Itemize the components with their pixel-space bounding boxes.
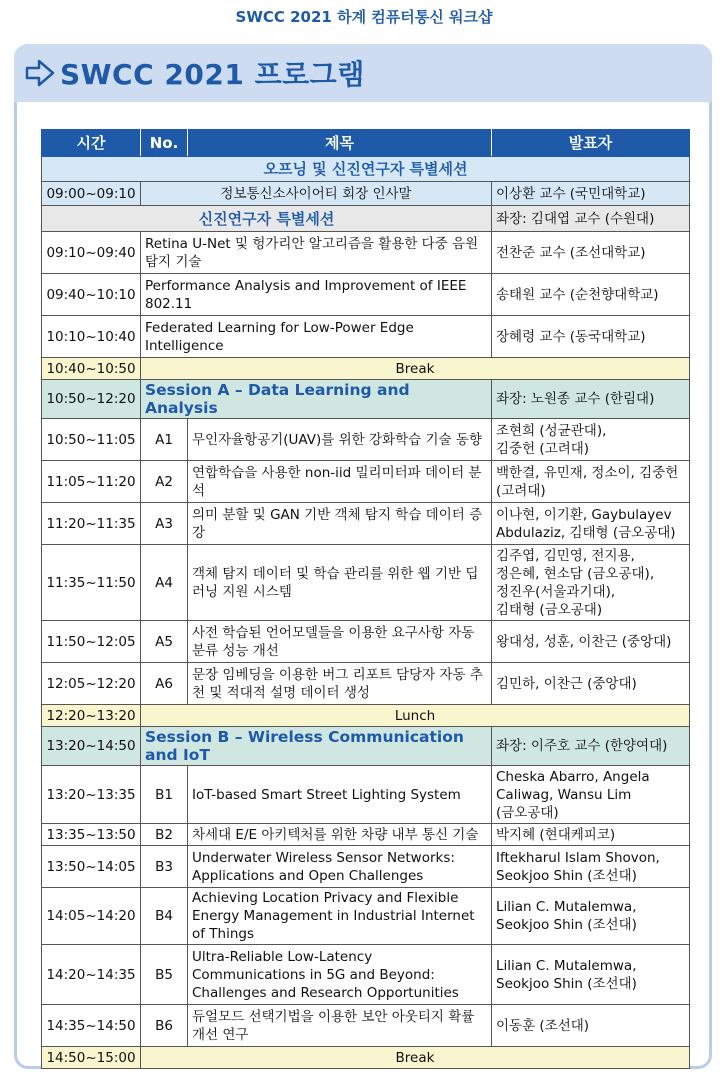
lunch-label: Lunch: [141, 705, 690, 727]
opening-section-row: [42, 157, 690, 182]
presenter-cell: 이동훈 (조선대): [492, 1005, 690, 1047]
time-cell: 12:05~12:20: [42, 663, 141, 705]
chair-cell: 좌장: 노원종 교수 (한림대): [492, 380, 690, 419]
time-cell: 10:40~10:50: [42, 358, 141, 380]
table-row: [42, 316, 690, 358]
break-row: [42, 358, 690, 380]
time-cell: 13:50~14:05: [42, 846, 141, 888]
col-time-header: 시간: [42, 130, 141, 157]
presenter-line: Seokjoo Shin (조선대): [496, 917, 637, 933]
presenter-cell: 왕대성, 성훈, 이찬근 (중앙대): [492, 621, 690, 663]
table-row: [42, 274, 690, 316]
table-row: [42, 503, 690, 545]
no-cell: B5: [141, 945, 188, 1005]
session-b-row: [42, 727, 690, 766]
time-cell: 13:35~13:50: [42, 824, 141, 846]
session-a-row: [42, 380, 690, 419]
presenter-line: Caliwag, Wansu Lim: [496, 786, 632, 803]
opening-heading: 오프닝 및 신진연구자 특별세션: [42, 157, 690, 182]
title-cell: 듀얼모드 선택기법을 이용한 보안 아웃티지 확률 개선 연구: [188, 1005, 492, 1047]
presenter-line: Lilian C. Mutalemwa,: [496, 899, 637, 915]
no-cell: A1: [141, 419, 188, 461]
table-row: [42, 824, 690, 846]
no-cell: A3: [141, 503, 188, 545]
col-title-header: 제목: [188, 130, 492, 157]
table-row: [42, 545, 690, 621]
presenter-line: Iftekharul Islam Shovon,: [496, 849, 660, 866]
presenter-cell: 장혜령 교수 (동국대학교): [492, 316, 690, 358]
title-cell: 의미 분할 및 GAN 기반 객체 탐지 학습 데이터 증강: [188, 503, 492, 545]
time-cell: 10:10~10:40: [42, 316, 141, 358]
table-row: [42, 461, 690, 503]
table-row: [42, 663, 690, 705]
no-cell: A5: [141, 621, 188, 663]
no-cell: A6: [141, 663, 188, 705]
time-cell: 09:00~09:10: [42, 182, 141, 206]
time-cell: 11:05~11:20: [42, 461, 141, 503]
presenter-line: Seokjoo Shin (조선대): [496, 867, 637, 884]
table-row: [42, 945, 690, 1005]
time-cell: 14:05~14:20: [42, 888, 141, 945]
newres-heading: 신진연구자 특별세션: [42, 206, 492, 232]
time-cell: 11:20~11:35: [42, 503, 141, 545]
presenter-cell: 이상환 교수 (국민대학교): [492, 182, 690, 206]
presenter-cell: [492, 419, 690, 461]
no-cell: B1: [141, 766, 188, 824]
presenter-line: Cheska Abarro, Angela: [496, 768, 650, 785]
presenter-line: Lilian C. Mutalemwa,: [496, 957, 637, 974]
no-cell: B2: [141, 824, 188, 846]
presenter-line: Seokjoo Shin (조선대): [496, 975, 637, 992]
title-cell: 객체 탐지 데이터 및 학습 관리를 위한 웹 기반 딥러닝 지원 시스템: [188, 545, 492, 621]
time-cell: 14:20~14:35: [42, 945, 141, 1005]
no-cell: B3: [141, 846, 188, 888]
break-label: Break: [141, 1047, 690, 1069]
table-row: [42, 621, 690, 663]
presenter-cell: 전찬준 교수 (조선대학교): [492, 232, 690, 274]
no-cell: A2: [141, 461, 188, 503]
program-table: [41, 129, 690, 1069]
presenter-line: 이나현, 이기환, Gaybulayev: [496, 506, 672, 523]
time-cell: 10:50~12:20: [42, 380, 141, 419]
title-cell: 정보통신소사이어티 회장 인사말: [141, 182, 492, 206]
break-label: Break: [141, 358, 690, 380]
session-b-title: Session B – Wireless Communication and IoT: [141, 727, 492, 766]
table-row: [42, 182, 690, 206]
title-cell: Federated Learning for Low-Power Edge Intelligence: [141, 316, 492, 358]
presenter-cell: [492, 766, 690, 824]
table-row: [42, 846, 690, 888]
title-cell: Achieving Location Privacy and Flexible Energy Management in Industrial Internet of Things: [188, 888, 492, 945]
session-a-title: Session A – Data Learning and Analysis: [141, 380, 492, 419]
newres-section-row: [42, 206, 690, 232]
time-cell: 14:35~14:50: [42, 1005, 141, 1047]
presenter-line: (고려대): [496, 482, 546, 499]
chair-cell: 좌장: 김대엽 교수 (수원대): [492, 206, 690, 232]
table-row: [42, 419, 690, 461]
chair-cell: 좌장: 이주호 교수 (한양여대): [492, 727, 690, 766]
page-header: [0, 6, 728, 27]
time-cell: 12:20~13:20: [42, 705, 141, 727]
table-row: [42, 1005, 690, 1047]
program-banner: [14, 44, 712, 102]
title-cell: 문장 임베딩을 이용한 버그 리포트 담당자 자동 추천 및 적대적 설명 데이터 생성: [188, 663, 492, 705]
title-cell: Underwater Wireless Sensor Networks: Applications and Open Challenges: [188, 846, 492, 888]
presenter-line: 정진우(서울과기대),: [496, 583, 616, 600]
presenter-line: Abdulaziz, 김태형 (금오공대): [496, 524, 676, 541]
presenter-cell: [492, 461, 690, 503]
presenter-line: (금오공대): [496, 804, 559, 821]
time-cell: 10:50~11:05: [42, 419, 141, 461]
table-header-row: [42, 130, 690, 157]
time-cell: 13:20~14:50: [42, 727, 141, 766]
title-cell: Performance Analysis and Improvement of IEEE 802.11: [141, 274, 492, 316]
presenter-line: 김태형 (금오공대): [496, 601, 603, 618]
presenter-cell: [492, 503, 690, 545]
title-cell: 차세대 E/E 아키텍처를 위한 차량 내부 통신 기술: [188, 824, 492, 846]
table-row: [42, 232, 690, 274]
no-cell: A4: [141, 545, 188, 621]
time-cell: 09:10~09:40: [42, 232, 141, 274]
header-subtitle: 하계 컴퓨터통신 워크샵: [337, 8, 493, 26]
title-cell: Ultra-Reliable Low-Latency Communications in 5G and Beyond: Challenges and Research Opportunities: [188, 945, 492, 1005]
presenter-cell: [492, 888, 690, 945]
presenter-line: 김주엽, 김민영, 전지용,: [496, 547, 635, 564]
presenter-line: 정은혜, 현소담 (금오공대),: [496, 565, 655, 582]
time-cell: 11:50~12:05: [42, 621, 141, 663]
col-no-header: No.: [141, 130, 188, 157]
title-cell: 무인자율항공기(UAV)를 위한 강화학습 기술 동향: [188, 419, 492, 461]
presenter-line: 김중헌 (고려대): [496, 440, 590, 457]
title-cell: 연합학습을 사용한 non-iid 밀리미터파 데이터 분석: [188, 461, 492, 503]
table-row: [42, 766, 690, 824]
program-title: SWCC 2021 프로그램: [60, 58, 365, 91]
time-cell: 11:35~11:50: [42, 545, 141, 621]
title-cell: Retina U-Net 및 헝가리안 알고리즘을 활용한 다중 음원 탐지 기술: [141, 232, 492, 274]
lunch-row: [42, 705, 690, 727]
presenter-cell: [492, 545, 690, 621]
presenter-cell: 박지혜 (현대케피코): [492, 824, 690, 846]
presenter-cell: 김민하, 이찬근 (중앙대): [492, 663, 690, 705]
presenter-cell: [492, 846, 690, 888]
no-cell: B6: [141, 1005, 188, 1047]
break-row: [42, 1047, 690, 1069]
title-cell: 사전 학습된 언어모델들을 이용한 요구사항 자동 분류 성능 개선: [188, 621, 492, 663]
col-presenter-header: 발표자: [492, 130, 690, 157]
time-cell: 13:20~13:35: [42, 766, 141, 824]
time-cell: 14:50~15:00: [42, 1047, 141, 1069]
table-row: [42, 888, 690, 945]
presenter-cell: 송태원 교수 (순천향대학교): [492, 274, 690, 316]
presenter-line: 조현희 (성균관대),: [496, 422, 607, 439]
arrow-right-outline-icon: [24, 58, 56, 88]
presenter-cell: [492, 945, 690, 1005]
no-cell: B4: [141, 888, 188, 945]
header-brand: SWCC 2021: [235, 8, 332, 26]
presenter-line: 백한결, 유민재, 정소이, 김중헌: [496, 464, 679, 481]
title-cell: IoT-based Smart Street Lighting System: [188, 766, 492, 824]
time-cell: 09:40~10:10: [42, 274, 141, 316]
